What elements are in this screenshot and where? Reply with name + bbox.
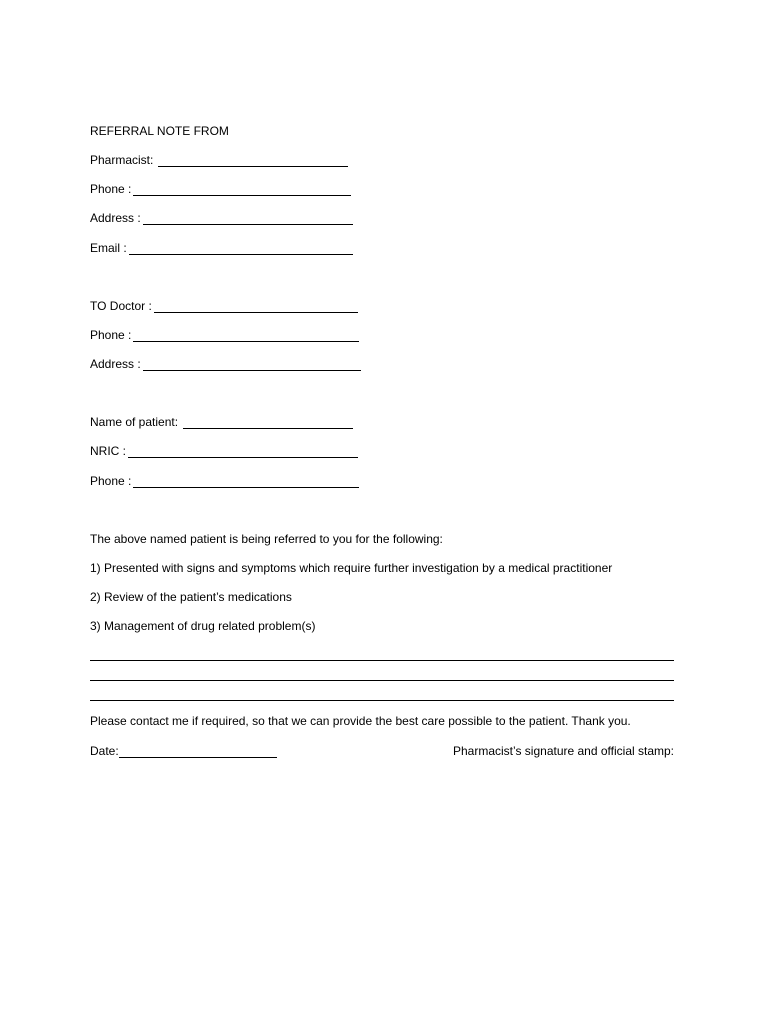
patient-name-blank[interactable] [183,417,353,429]
doctor-address-blank[interactable] [143,359,361,371]
date-label: Date: [90,744,119,758]
patient-name-field [90,415,353,429]
patient-phone-label: Phone : [90,474,132,488]
doctor-label: TO Doctor : [90,299,152,313]
signature-label: Pharmacist’s signature and official stamp: [453,744,674,758]
doctor-phone-blank[interactable] [133,330,359,342]
patient-nric-label: NRIC : [90,444,126,458]
pharmacist-email-blank[interactable] [129,243,353,255]
referral-item-1: 1) Presented with signs and symptoms which require further investigation by a medical practitioner [90,561,613,575]
pharmacist-address-blank[interactable] [143,213,353,225]
pharmacist-phone-label: Phone : [90,182,132,196]
doctor-address-label: Address : [90,357,141,371]
date-blank[interactable] [119,746,277,758]
referral-item-3: 3) Management of drug related problem(s) [90,619,316,633]
referral-item-2: 2) Review of the patient’s medications [90,590,292,604]
pharmacist-field [90,153,348,167]
pharmacist-email-label: Email : [90,241,127,255]
referral-intro: The above named patient is being referred to you for the following: [90,532,443,546]
doctor-phone-label: Phone : [90,328,132,342]
doctor-blank[interactable] [154,301,358,313]
notes-line-2[interactable] [90,680,674,681]
notes-line-3[interactable] [90,700,674,701]
pharmacist-phone-blank[interactable] [133,184,351,196]
doctor-phone-field [90,328,359,342]
pharmacist-blank[interactable] [158,155,348,167]
patient-nric-blank[interactable] [128,446,358,458]
doctor-field [90,299,358,313]
document-heading: REFERRAL NOTE FROM [90,124,229,138]
patient-nric-field [90,444,358,458]
notes-line-1[interactable] [90,660,674,661]
patient-phone-blank[interactable] [133,476,359,488]
date-field [90,744,277,758]
doctor-address-field [90,357,361,371]
patient-name-label: Name of patient: [90,415,179,429]
pharmacist-phone-field [90,182,351,196]
pharmacist-address-label: Address : [90,211,141,225]
pharmacist-address-field [90,211,353,225]
pharmacist-email-field [90,241,353,255]
closing-text: Please contact me if required, so that we can provide the best care possible to the patient. Thank you. [90,714,631,728]
patient-phone-field [90,474,359,488]
pharmacist-label: Pharmacist: [90,153,154,167]
